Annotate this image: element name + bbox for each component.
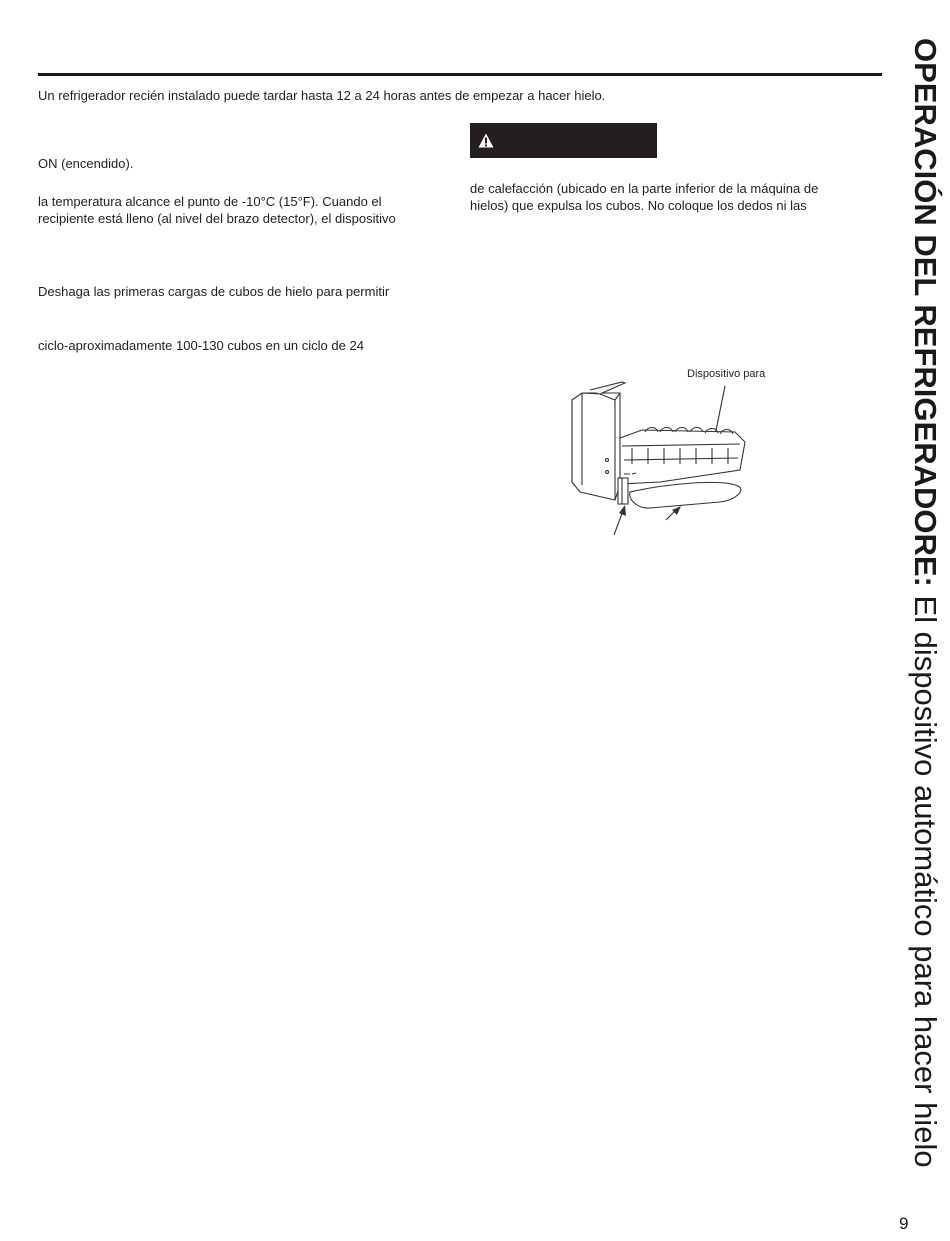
left-line-4: Deshaga las primeras cargas de cubos de hielo para permitir — [38, 284, 390, 299]
left-line-2: la temperatura alcance el punto de -10°C (15°F). Cuando el — [38, 194, 382, 209]
side-title-bold: OPERACIÓN DEL REFRIGERADORE: — [908, 38, 943, 587]
ice-maker-illustration — [560, 360, 800, 540]
section-side-title — [907, 38, 947, 1198]
warning-triangle-icon — [478, 133, 494, 148]
figure-label: Dispositivo para — [687, 368, 766, 380]
warning-banner — [470, 123, 657, 158]
right-line-1: de calefacción (ubicado en la parte inferior de la máquina de — [470, 181, 819, 196]
left-line-5: ciclo-aproximadamente 100-130 cubos en un ciclo de 24 — [38, 338, 364, 353]
intro-text: Un refrigerador recién instalado puede tardar hasta 12 a 24 horas antes de empezar a hacer hielo. — [38, 88, 606, 103]
left-line-1: ON (encendido). — [38, 156, 134, 171]
side-title-regular: El dispositivo automático para hacer hielo — [908, 586, 943, 1168]
page-number: 9 — [899, 1214, 909, 1233]
right-line-2: hielos) que expulsa los cubos. No coloque los dedos ni las — [470, 198, 807, 213]
left-line-3: recipiente está lleno (al nivel del brazo detector), el dispositivo — [38, 211, 396, 226]
top-divider — [38, 73, 882, 76]
